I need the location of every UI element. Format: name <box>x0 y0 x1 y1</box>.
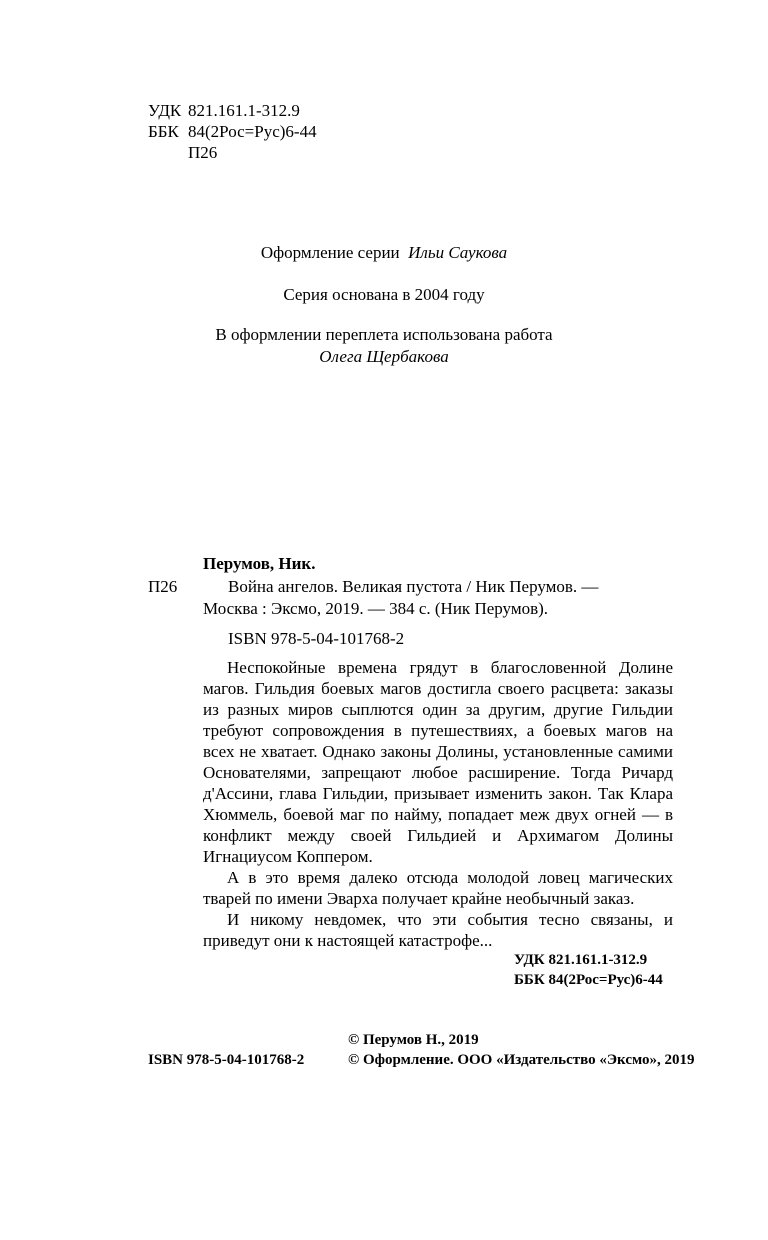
series-founded: Серия основана в 2004 году <box>283 285 485 304</box>
copyright-author: © Перумов Н., 2019 <box>348 1032 479 1048</box>
footer-bbk: ББК 84(2Рос=Рус)6-44 <box>514 972 663 988</box>
author-mark: П26 <box>188 143 218 162</box>
series-design-credit <box>0 242 768 263</box>
footer-udk: УДК 821.161.1-312.9 <box>514 952 648 968</box>
cover-art-name: Олега Щербакова <box>319 347 449 366</box>
copyright-block <box>348 1030 695 1070</box>
annotation-paragraph: И никому невдомек, что эти события тесно связаны, и приведут они к настоящей катастрофе... <box>203 910 673 950</box>
series-design-prefix: Оформление серии <box>260 243 400 262</box>
catalog-author-heading: Перумов, Ник. <box>203 554 316 573</box>
bbk-value: 84(2Рос=Рус)6-44 <box>188 122 317 141</box>
footer-isbn: ISBN 978-5-04-101768-2 <box>148 1052 305 1068</box>
author-mark-row <box>148 142 317 163</box>
udk-row <box>148 100 317 121</box>
copyright-design: © Оформление. ООО «Издательство «Эксмо», 2019 <box>348 1052 695 1068</box>
udk-value: 821.161.1-312.9 <box>188 101 300 120</box>
header-classification <box>148 100 317 163</box>
series-design-name: Ильи Саукова <box>408 243 508 262</box>
catalog-title-line2: Москва : Эксмо, 2019. — 384 с. (Ник Перумов). <box>203 599 549 618</box>
annotation-paragraph: А в это время далеко отсюда молодой ловец магических тварей по имени Эварха получает крайне необычный заказ. <box>203 868 673 908</box>
catalog-author-mark: П26 <box>148 577 178 596</box>
catalog-isbn: ISBN 978-5-04-101768-2 <box>228 629 405 648</box>
annotation-paragraph: Неспокойные времена грядут в благословенной Долине магов. Гильдия боевых магов достигла своего расцвета: заказы из разных миров сыплются один за другим, другие Гильдии требуют сопровождения в путешествиях, а боевых магов на всех не хватает. Однако законы Долины, установленные самими Основателями, запрещают любое расширение. Тогда Ричард д'Ассини, глава Гильдии, призывает изменить закон. Так Клара Хюммель, боевой маг по найму, попадает меж двух огней — в конфликт между своей Гильдией и Архимагом Долины Игнациусом Коппером. <box>203 658 673 866</box>
udk-label: УДК <box>148 101 182 120</box>
catalog-title-line1: Война ангелов. Великая пустота / Ник Перумов. — <box>228 577 599 596</box>
bbk-row <box>148 121 317 142</box>
bbk-label: ББК <box>148 122 179 141</box>
annotation <box>203 657 673 951</box>
footer-classification <box>514 950 663 990</box>
cover-art-prefix: В оформлении переплета использована работа <box>215 325 553 344</box>
